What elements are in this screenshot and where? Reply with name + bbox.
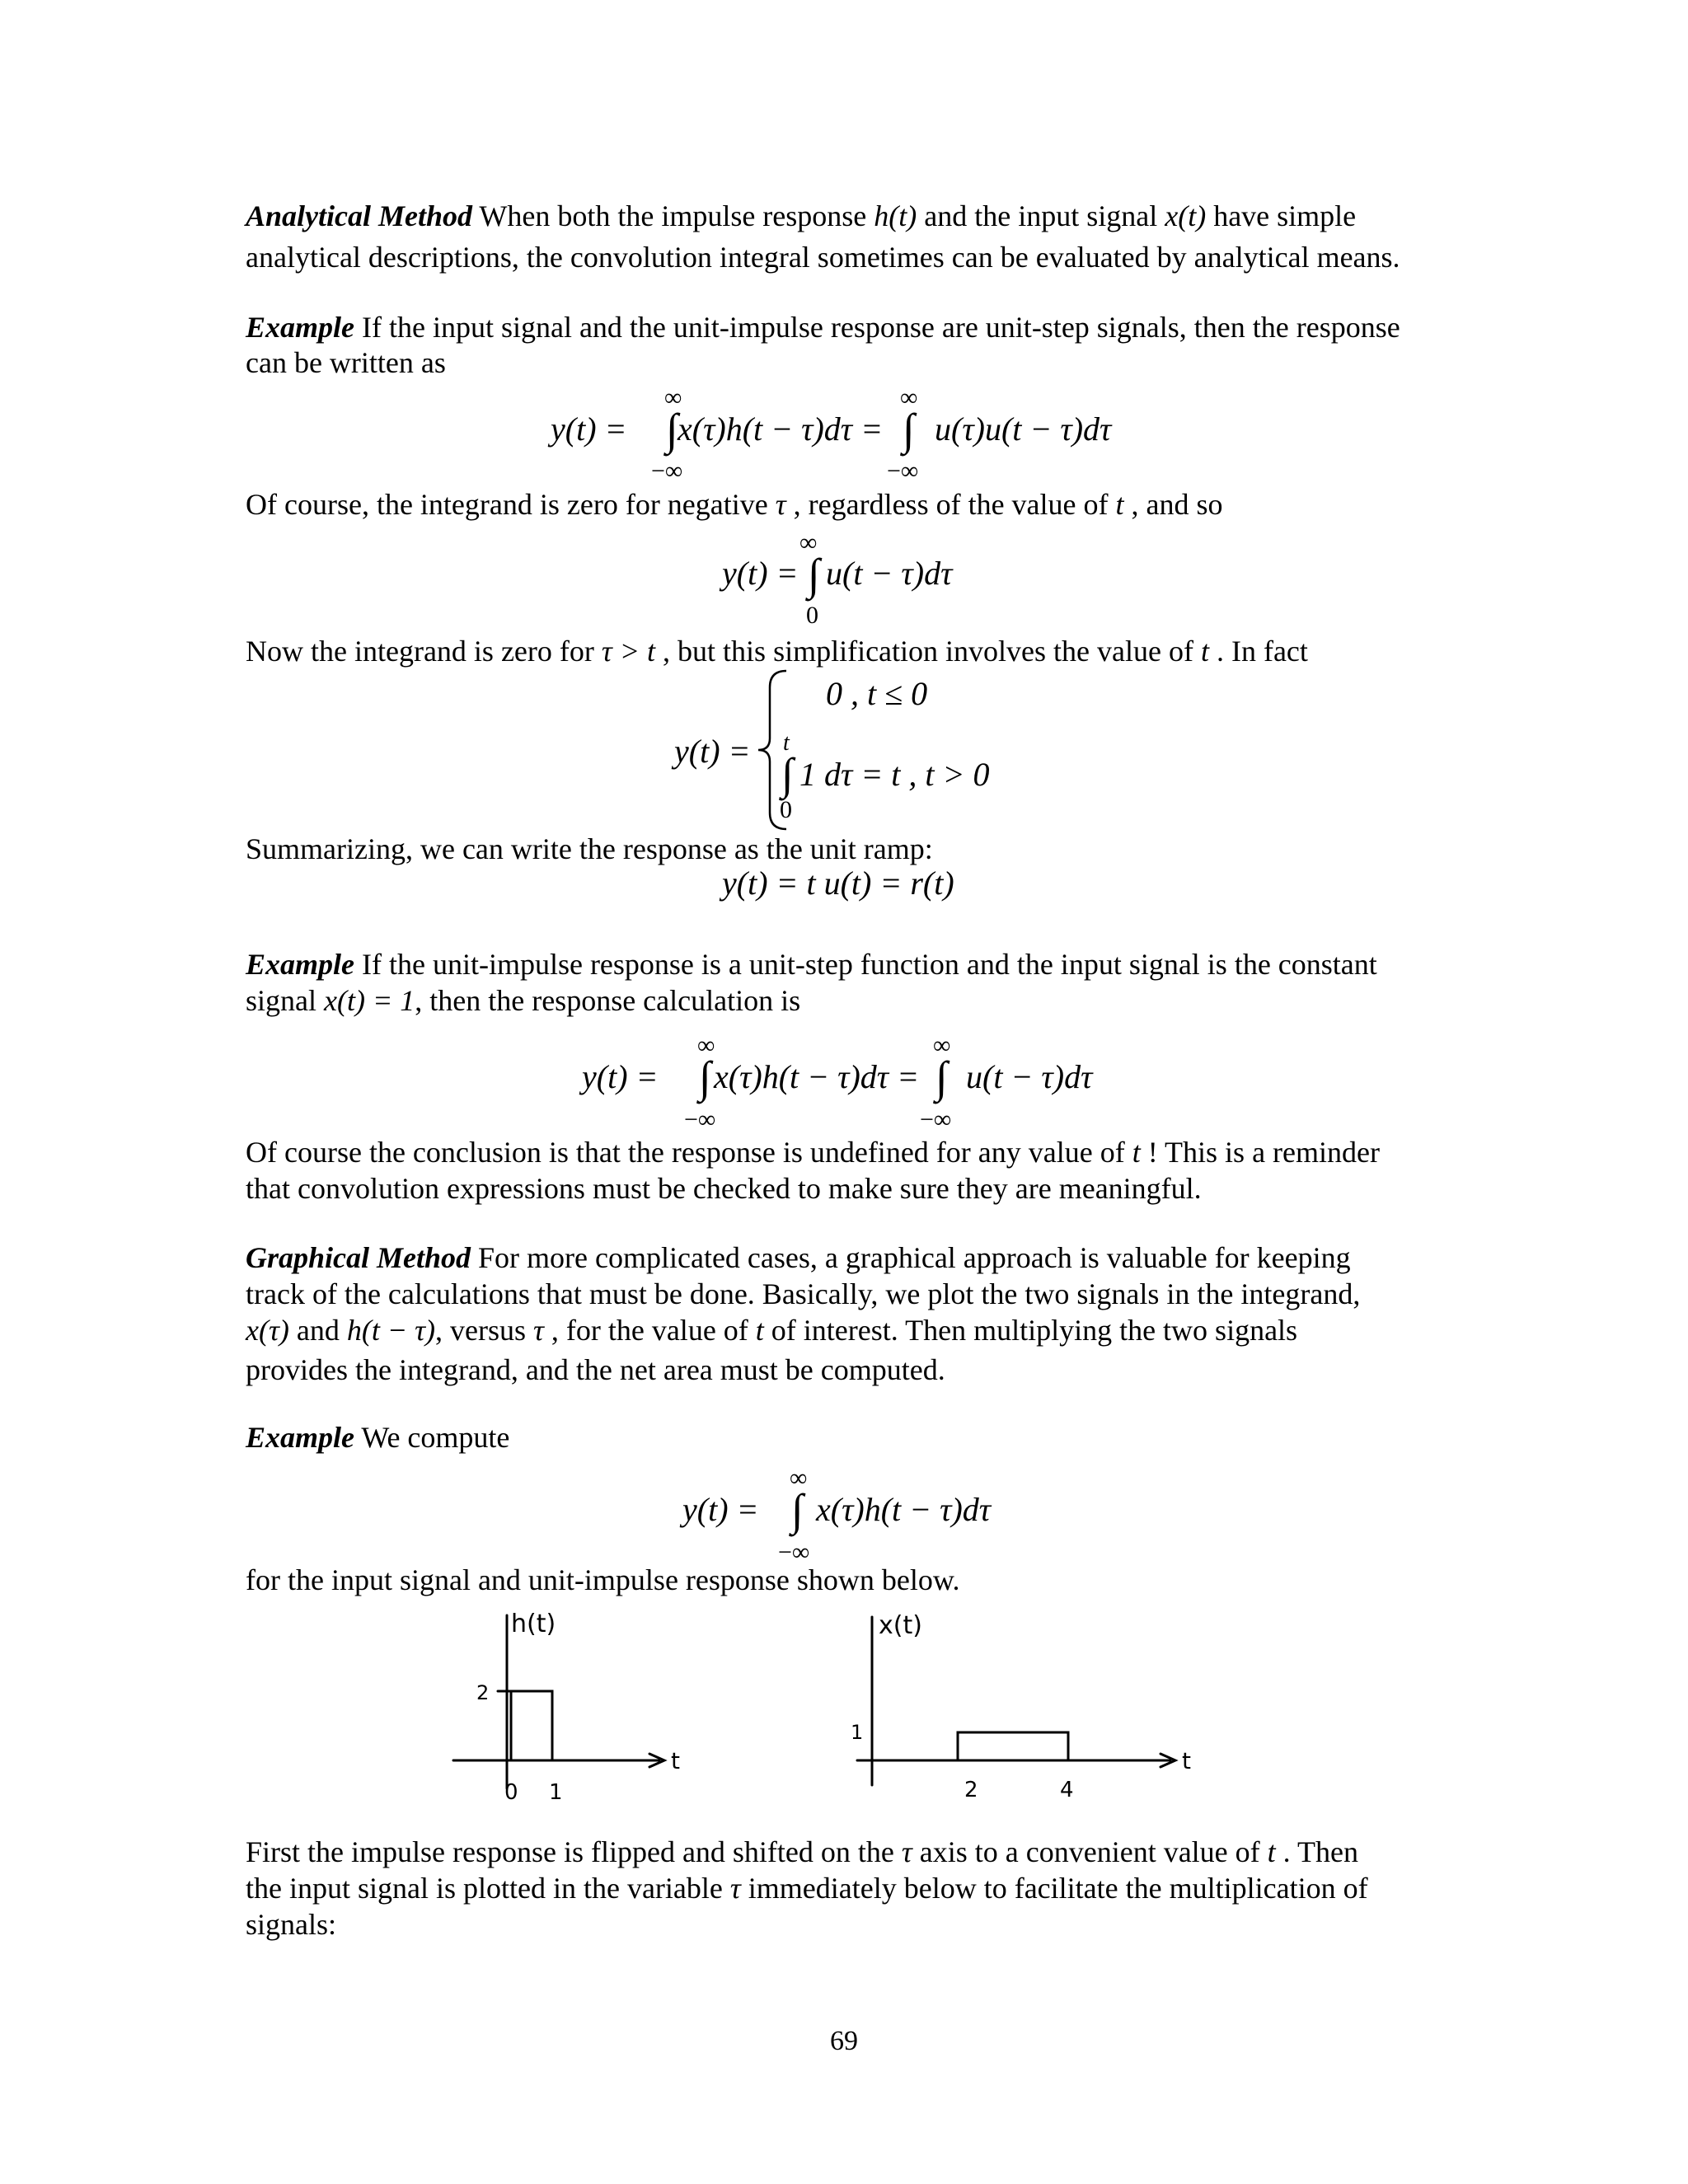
graphical-method-line-4: provides the integrand, and the net area must be computed. xyxy=(246,1353,945,1386)
analytical-method-line-1: Analytical Method When both the impulse response h(t) and the input signal x(t) have simple xyxy=(246,199,1357,232)
graphical-method-line-2: track of the calculations that must be done. Basically, we plot the two signals in the integrand, xyxy=(246,1277,1361,1310)
analytical-method-line-2: analytical descriptions, the convolution integral sometimes can be evaluated by analytical means. xyxy=(246,241,1400,274)
x-pulse xyxy=(958,1732,1068,1760)
h-pulse xyxy=(511,1691,552,1760)
x-axis-label: t xyxy=(1182,1747,1191,1774)
x-of-t: x(t) xyxy=(1165,199,1207,232)
graphical-method-heading: Graphical Method xyxy=(246,1241,471,1274)
final-line-3: signals: xyxy=(246,1908,337,1941)
example3-heading: Example xyxy=(246,1421,354,1454)
x-label: x(t) xyxy=(879,1611,922,1640)
graphical-method-line-3: x(τ) and h(t − τ), versus τ , for the value of t of interest. Then multiplying the two signals xyxy=(246,1314,1298,1347)
example2-heading: Example xyxy=(246,948,354,981)
h-of-t: h(t) xyxy=(874,199,917,232)
example1-line-3: Of course, the integrand is zero for negative τ , regardless of the value of t , and so xyxy=(246,488,1223,521)
final-line-1: First the impulse response is flipped and shifted on the τ axis to a convenient value of t . Then xyxy=(246,1835,1358,1868)
example2-line-4: that convolution expressions must be checked to make sure they are meaningful. xyxy=(246,1172,1202,1205)
input-signal-sketch xyxy=(841,1599,1228,1821)
final-line-2: the input signal is plotted in the variable τ immediately below to facilitate the multiplication of xyxy=(246,1872,1368,1905)
example1-line-2: can be written as xyxy=(246,346,446,379)
page-number: 69 xyxy=(830,2026,858,2056)
impulse-response-sketch xyxy=(437,1599,734,1821)
h-axis-label: t xyxy=(671,1747,680,1774)
x-xtick-4: 4 xyxy=(1060,1778,1074,1802)
x-xtick-2: 2 xyxy=(964,1778,978,1802)
h-tick-label-2: 2 xyxy=(476,1681,490,1704)
document-page: Analytical Method When both the impulse response h(t) and the input signal x(t) have simple analytical descriptions, the convolution integral sometimes can be evaluated by analytical means. Example If the input signal and the unit-impulse response are unit-step signals, then the response can be written as y(t) = ∞ ∫ −∞ x(τ)h(t − τ)dτ = ∞ ∫ −∞ u(τ)u(t − τ)dτ Of course, the integrand is zero for negative τ , regardless of the value of t , and so y(t) = ∞ ∫ 0 u(t − τ)dτ Now the integrand is zero for τ > t , but this simplification involves the value of t . In fact y(t) = 0 , t ≤ 0 t ∫ 0 1 dτ = t , t > 0 Summarizing, we can write the response as the unit ramp: y(t) = t u(t) = r(t) Example If the unit-impulse response is a unit-step function and the input signal is the constant signal x(t) = 1, then the response calculation is y(t) = ∞ ∫ −∞ x(τ)h(t − τ)dτ = ∞ ∫ −∞ u(t − τ)dτ Of course the conclusion is that the response is undefined for any value of t ! This is a reminder that convolution expressions must be checked to make sure they are meaningful. Graphical Method For more complicated cases, a graphical approach is valuable for keeping track of the calculations that must be done. Basically, we plot the two signals in the integrand, x(τ) and h(t − τ), versus τ , for the value of t of interest. Then multiplying the two signals provides the integrand, and the net area must be computed. Example We compute y(t) = ∞ ∫ −∞ x(τ)h(t − τ)dτ for the input signal and unit-impulse response shown below. h(t) 2 0 1 t x(t) 1 2 4 t First the impulse response is flipped and shifted on the τ axis to a convenient value of t . Then the input signal is plotted in the variable τ immediately below to facilitate the multiplication of signals: 69 xyxy=(0,0,1688,2184)
example2-line-2: signal x(t) = 1, then the response calculation is xyxy=(246,984,801,1017)
example2-line-1: Example If the unit-impulse response is a unit-step function and the input signal is the constant xyxy=(246,948,1377,981)
example3-line-1: Example We compute xyxy=(246,1421,510,1454)
example3-line-2: for the input signal and unit-impulse response shown below. xyxy=(246,1563,960,1596)
example1-line-5: Summarizing, we can write the response as the unit ramp: xyxy=(246,832,933,865)
h-xtick-0: 0 xyxy=(504,1780,518,1805)
x-tick-label-1: 1 xyxy=(851,1721,864,1744)
graphical-method-line-1: Graphical Method For more complicated cases, a graphical approach is valuable for keeping xyxy=(246,1241,1351,1274)
analytical-method-heading: Analytical Method xyxy=(246,199,473,232)
h-label: h(t) xyxy=(511,1610,556,1638)
example2-line-3: Of course the conclusion is that the response is undefined for any value of t ! This is a reminder xyxy=(246,1136,1380,1169)
example1-line-4: Now the integrand is zero for τ > t , but this simplification involves the value of t . In fact xyxy=(246,635,1308,668)
example1-heading: Example xyxy=(246,311,354,344)
example1-line-1: Example If the input signal and the unit-impulse response are unit-step signals, then the response xyxy=(246,311,1400,344)
unit-ramp-equation: y(t) = t u(t) = r(t) xyxy=(722,865,954,902)
h-xtick-1: 1 xyxy=(549,1780,563,1805)
